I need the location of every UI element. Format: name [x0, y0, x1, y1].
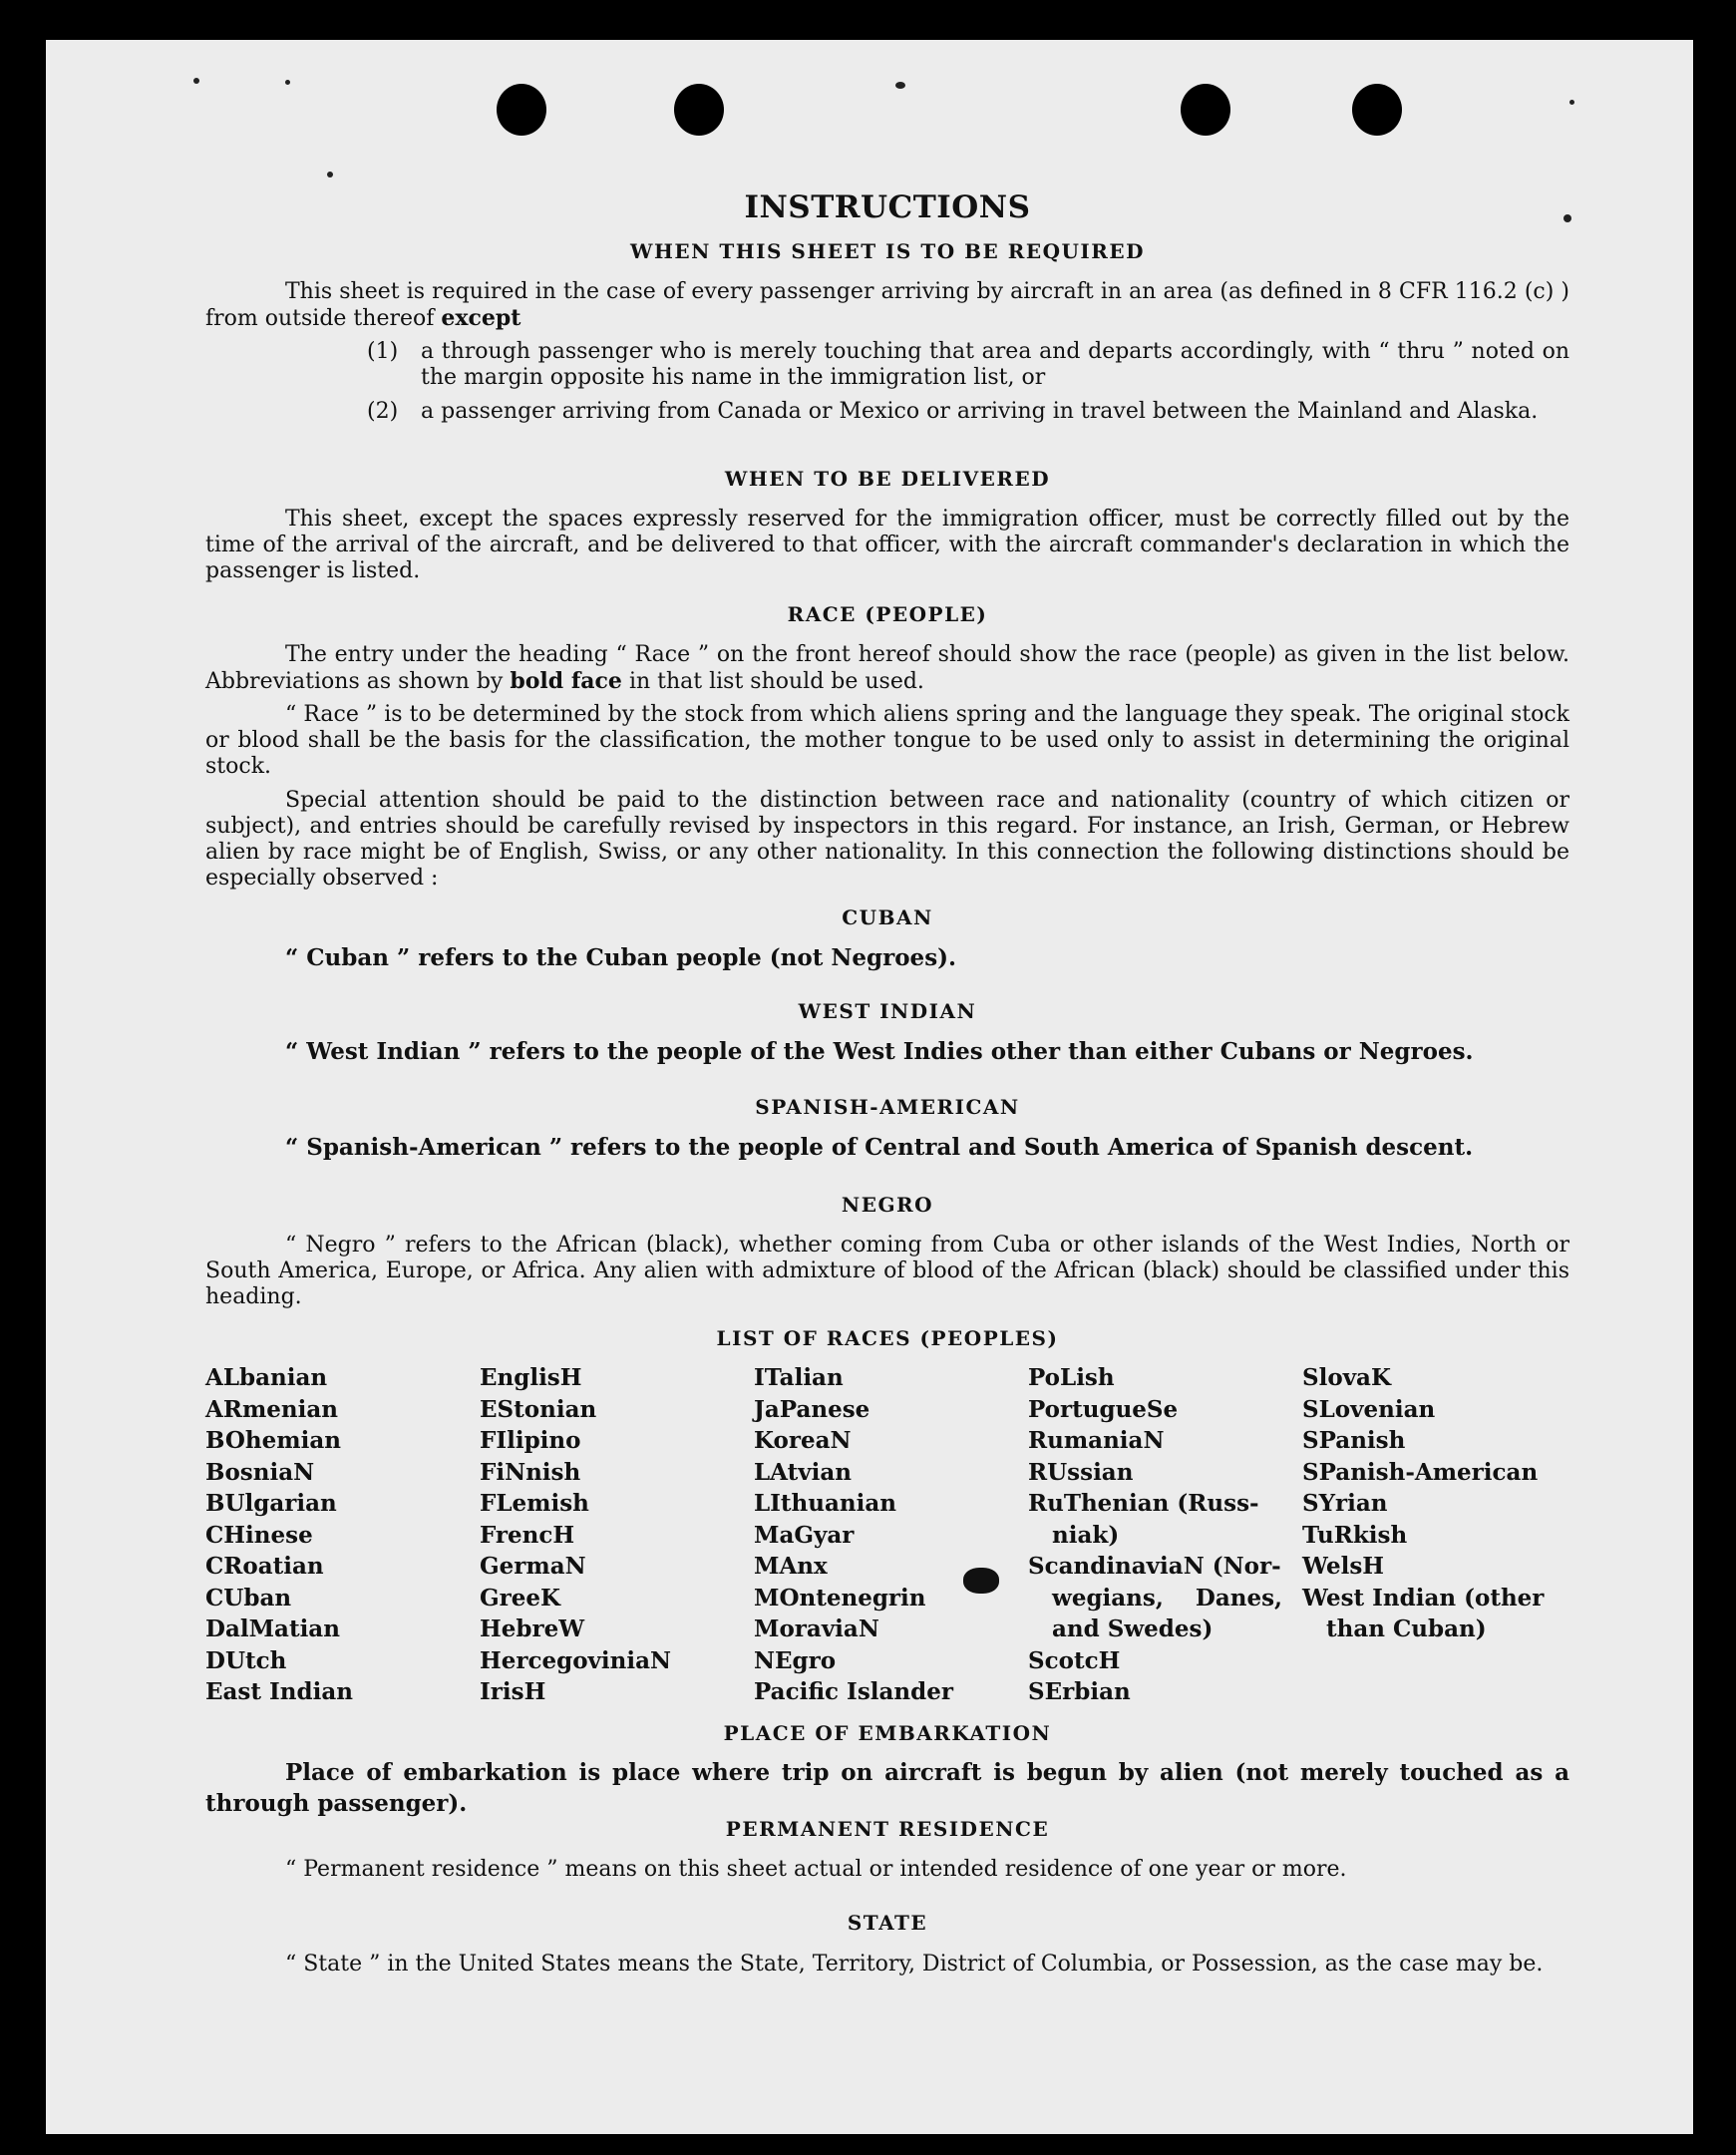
race-entry: SPanish-American [1302, 1458, 1539, 1486]
race-entry: SPanish [1302, 1427, 1406, 1454]
race-entry: EStonian [480, 1395, 597, 1423]
race-entry: RUssian [1028, 1458, 1134, 1486]
ink-smudge [963, 1568, 999, 1594]
speck [193, 78, 199, 84]
race-entry: MoraviaN [754, 1616, 879, 1642]
race-entry: ScandinaviaN (Nor- [1028, 1553, 1281, 1580]
race-entry: RuThenian (Russ- [1028, 1490, 1259, 1517]
paragraph-negro: “ Negro ” refers to the African (black), whether coming from Cuba or other islands of the West Indies, North or South America, Europe, or Africa. Any alien with admixture of blood of the African (black) should be classified under this heading. [205, 1233, 1569, 1309]
race-entry: RumaniaN [1028, 1427, 1165, 1454]
race-column [1028, 1362, 1282, 1708]
paragraph-race-3: Special attention should be paid to the distinction between race and nationality (country of which citizen or subject), and entries should be carefully revised by inspectors in this regard. For instance, an Irish, German, or Hebrew alien by race might be of English, Swiss, or any other nationality. In this connection the following distinctions should be especially observed : [205, 788, 1569, 891]
race-column [480, 1362, 671, 1708]
race-entry: PortugueSe [1028, 1395, 1179, 1423]
heading-cuban: CUBAN [842, 905, 933, 929]
heading-place-of-embarkation: PLACE OF EMBARKATION [723, 1721, 1052, 1745]
paragraph-cuban: “ Cuban ” refers to the Cuban people (not Negroes). [285, 944, 957, 971]
race-entry: LIthuanian [754, 1490, 896, 1517]
race-entry: FrencH [480, 1521, 575, 1549]
speck [327, 172, 333, 178]
race-entry: TuRkish [1302, 1521, 1408, 1549]
paragraph-west-indian: “ West Indian ” refers to the people of the West Indies other than either Cubans or Negroes. [285, 1038, 1474, 1065]
speck [895, 82, 905, 89]
paragraph-spanish-american: “ Spanish-American ” refers to the people of Central and South America of Spanish descent. [285, 1134, 1474, 1161]
race-entry: DalMatian [205, 1616, 340, 1642]
race-entry: BosniaN [205, 1458, 315, 1486]
race-entry: CUban [205, 1584, 292, 1612]
heading-negro: NEGRO [841, 1193, 934, 1217]
paragraph-when-required: This sheet is required in the case of every passenger arriving by aircraft in an area (as defined in 8 CFR 116.2 (c) ) from outside thereof except [205, 279, 1569, 331]
punch-hole [497, 84, 546, 136]
heading-permanent-residence: PERMANENT RESIDENCE [725, 1817, 1050, 1841]
race-entry: BUlgarian [205, 1490, 337, 1517]
race-entry: HebreW [480, 1616, 585, 1642]
punch-hole [1352, 84, 1402, 136]
race-entry: CHinese [205, 1521, 313, 1549]
race-entry: MaGyar [754, 1521, 855, 1549]
race-entry: West Indian (other [1302, 1584, 1545, 1612]
race-entry: ARmenian [205, 1395, 339, 1423]
race-entry: BOhemian [205, 1427, 341, 1454]
punch-hole [1181, 84, 1230, 136]
race-entry: East Indian [205, 1678, 353, 1705]
heading-spanish-american: SPANISH-AMERICAN [755, 1095, 1020, 1119]
race-entry: LAtvian [754, 1458, 852, 1486]
document-page: INSTRUCTIONS WHEN THIS SHEET IS TO BE REQUIRED This sheet is required in the case of every passenger arriving by aircraft in an area (as defined in 8 CFR 116.2 (c) ) from outside thereof except (1) a through passenger who is merely touching that area and departs accordingly, with “ thru ” noted on the margin opposite his name in the immigration list, or (2) a passenger arriving from Canada or Mexico or arriving in travel between the Mainland and Alaska. WHEN TO BE DELIVERED This sheet, except the spaces expressly reserved for the immigration officer, must be correctly filled out by the time of the arrival of the aircraft, and be delivered to that officer, with the aircraft commander's declaration in which the passenger is listed. RACE (PEOPLE) The entry under the heading “ Race ” on the front hereof should show the race (people) as given in the list below. Abbreviations as shown by bold face in that list should be used. “ Race ” is to be determined by the stock from which aliens spring and the language they speak. The original stock or blood shall be the basis for the classification, the mother tongue to be used only to assist in determining the original stock. Special attention should be paid to the distinction between race and nationality (country of which citizen or subject), and entries should be carefully revised by inspectors in this regard. For instance, an Irish, German, or Hebrew alien by race might be of English, Swiss, or any other nationality. In this connection the following distinctions should be especially observed : CUBAN “ Cuban ” refers to the Cuban people (not Negroes). WEST INDIAN “ West Indian ” refers to the people of the West Indies other than either Cubans or Negroes. SPANISH-AMERICAN “ Spanish-American ” refers to the people of Central and South America of Spanish descent. NEGRO “ Negro ” refers to the African (black), whether coming from Cuba or other islands of the West Indies, North or South America, Europe, or Africa. Any alien with admixture of blood of the African (black) should be classified under this heading. LIST OF RACES (PEOPLES) ALbanian ARmenian BOhemian BosniaN BUlgarian CHinese CRoatian CUban DalMatian DUtch East Indian EnglisH EStonian FIlipino FiNnish FLemish FrencH GermaN GreeK HebreW HercegoviniaN IrisH ITalian JaPanese KoreaN LAtvian LIthuanian MaGyar MAnx MOntenegrin MoraviaN NEgro Pacific Islander PoLish PortugueSe RumaniaN RUssian RuThenian (Russ- niak) ScandinaviaN (Nor- wegians, Danes, and Swedes) ScotcH SErbian SlovaK SLovenian SPanish SPanish-American SYrian TuRkish WelsH West Indian (other than Cuban) PLACE OF EMBARKATION Place of embarkation is place where trip on aircraft is begun by alien (not merely touched as a through passenger). PERMANENT RESIDENCE “ Permanent residence ” means on this sheet actual or intended residence of one year or more. STATE “ State ” in the United States means the State, Territory, District of Columbia, or Possession, as the case may be. [46, 40, 1693, 2134]
heading-state: STATE [847, 1911, 928, 1935]
punch-hole [674, 84, 724, 136]
race-entry: SLovenian [1302, 1395, 1436, 1423]
race-entry: SYrian [1302, 1490, 1388, 1517]
race-entry: niak) [1028, 1521, 1120, 1549]
race-entry: MAnx [754, 1553, 828, 1580]
paragraph-permanent-residence: “ Permanent residence ” means on this sheet actual or intended residence of one year or more. [285, 1857, 1347, 1882]
race-entry: NEgro [754, 1646, 837, 1674]
paragraph-race-2: “ Race ” is to be determined by the stock from which aliens spring and the language they speak. The original stock or blood shall be the basis for the classification, the mother tongue to be used only to assist in determining the original stock. [205, 702, 1569, 779]
race-entry: wegians, Danes, [1028, 1584, 1283, 1612]
paragraph-place-of-embarkation: Place of embarkation is place where trip on aircraft is begun by alien (not merely touched as a through passenger). [205, 1759, 1569, 1817]
heading-race: RACE (PEOPLE) [787, 602, 988, 626]
race-entry: HercegoviniaN [480, 1646, 672, 1674]
race-entry: than Cuban) [1302, 1616, 1487, 1642]
race-entry: Pacific Islander [754, 1678, 953, 1705]
race-entry: PoLish [1028, 1364, 1115, 1391]
race-entry: IrisH [480, 1678, 546, 1705]
race-entry: GreeK [480, 1584, 561, 1612]
heading-when-required: WHEN THIS SHEET IS TO BE REQUIRED [630, 239, 1145, 263]
paragraph-when-delivered: This sheet, except the spaces expressly reserved for the immigration officer, must be correctly filled out by the time of the arrival of the aircraft, and be delivered to that officer, with the aircraft commander's declaration in which the passenger is listed. [205, 507, 1569, 583]
race-entry: GermaN [480, 1553, 586, 1580]
race-entry: ScotcH [1028, 1646, 1121, 1674]
race-entry: CRoatian [205, 1553, 324, 1580]
race-entry: JaPanese [754, 1395, 870, 1423]
speck [1569, 100, 1574, 105]
race-entry: DUtch [205, 1646, 287, 1674]
paragraph-race-1: The entry under the heading “ Race ” on the front hereof should show the race (people) as given in the list below. Abbreviations as shown by bold face in that list should be used. [205, 642, 1569, 694]
race-column [754, 1362, 953, 1708]
race-entry: FLemish [480, 1490, 589, 1517]
race-entry: FiNnish [480, 1458, 581, 1486]
heading-when-delivered: WHEN TO BE DELIVERED [724, 467, 1051, 491]
race-entry: EnglisH [480, 1364, 582, 1391]
race-entry: KoreaN [754, 1427, 852, 1454]
heading-west-indian: WEST INDIAN [798, 999, 977, 1023]
race-entry: and Swedes) [1028, 1616, 1214, 1642]
race-entry: WelsH [1302, 1553, 1385, 1580]
race-entry: SlovaK [1302, 1364, 1391, 1391]
page-title: INSTRUCTIONS [744, 189, 1031, 225]
heading-list-of-races: LIST OF RACES (PEOPLES) [716, 1326, 1059, 1350]
race-entry: MOntenegrin [754, 1584, 926, 1612]
race-entry: SErbian [1028, 1678, 1131, 1705]
race-entry: FIlipino [480, 1427, 581, 1454]
race-entry: ALbanian [205, 1364, 328, 1391]
paragraph-state: “ State ” in the United States means the State, Territory, District of Columbia, or Possession, as the case may be. [285, 1952, 1544, 1976]
race-entry: ITalian [754, 1364, 844, 1391]
race-column [1302, 1362, 1544, 1645]
race-column [205, 1362, 353, 1708]
speck [285, 80, 290, 85]
